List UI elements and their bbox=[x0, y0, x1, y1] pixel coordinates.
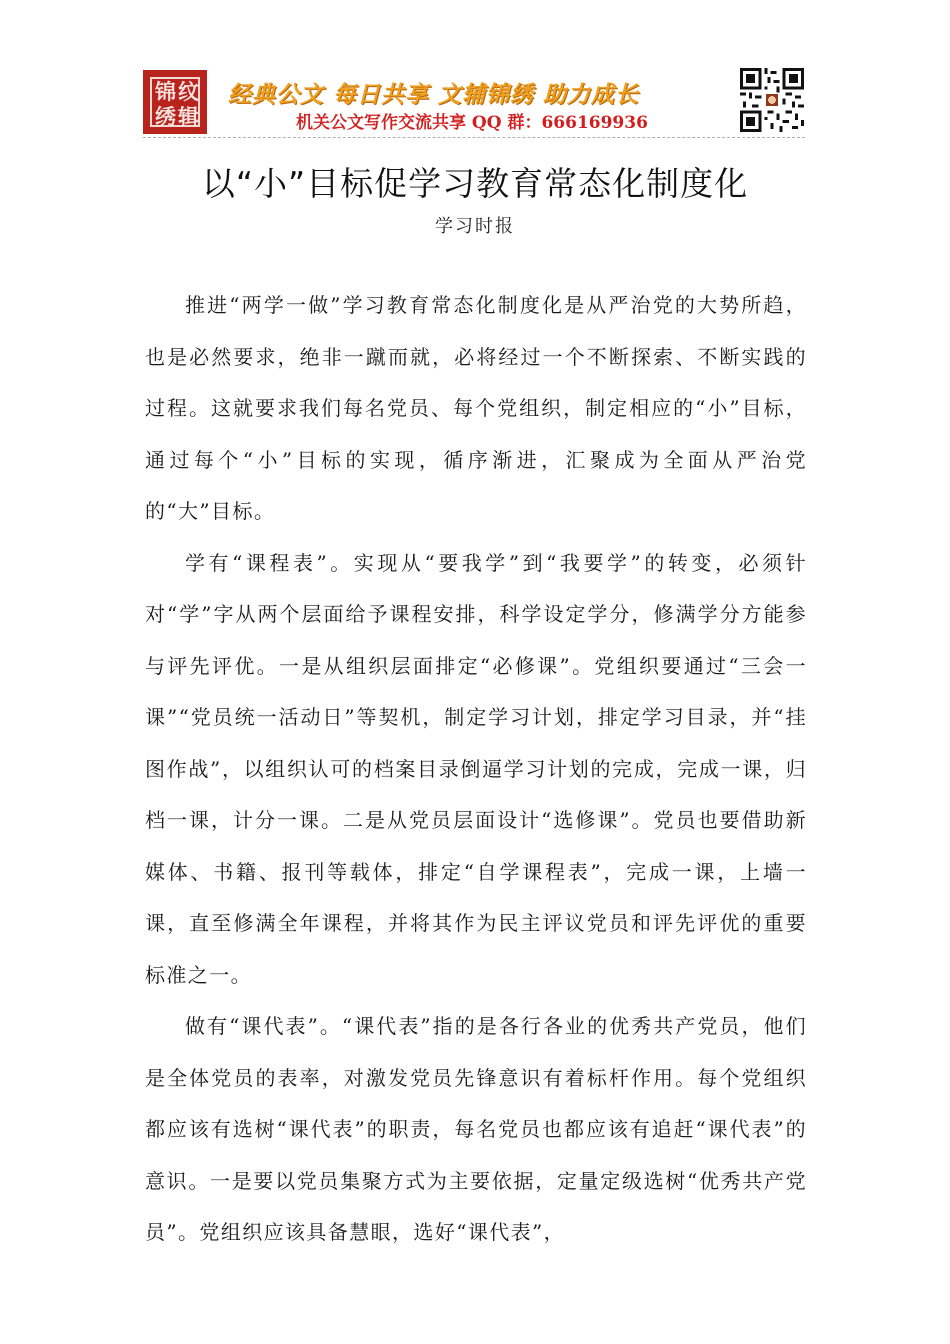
seal-char: 锦 bbox=[155, 79, 176, 104]
seal-char: 辑 bbox=[178, 104, 199, 129]
seal-logo bbox=[143, 70, 207, 134]
article-body bbox=[145, 280, 807, 1259]
header-slogan: 经典公文 每日共享 文辅锦绣 助力成长 bbox=[228, 82, 640, 108]
page-header bbox=[0, 0, 950, 140]
paragraph: 做有“课代表”。“课代表”指的是各行各业的优秀共产党员，他们是全体党员的表率，对激发党员先锋意识有着标杆作用。每个党组织都应该有选树“课代表”的职责，每名党员也都应该有追赶“课代表”的意识。一是要以党员集聚方式为主要依据，定量定级选树“优秀共产党员”。党组织应该具备慧眼，选好“课代表”， bbox=[145, 1014, 807, 1244]
seal-char: 纹 bbox=[178, 79, 199, 104]
paragraph: 推进“两学一做”学习教育常态化制度化是从严治党的大势所趋，也是必然要求，绝非一蹴而就，必将经过一个不断探索、不断实践的过程。这就要求我们每名党员、每个党组织，制定相应的“小”目标，通过每个“小”目标的实现，循序渐进，汇聚成为全面从严治党的“大”目标。 bbox=[145, 293, 807, 523]
article-source: 学习时报 bbox=[435, 216, 515, 237]
seal-char: 绣 bbox=[155, 104, 176, 129]
header-divider bbox=[143, 137, 805, 138]
qr-code-icon bbox=[740, 68, 804, 132]
paragraph: 学有“课程表”。实现从“要我学”到“我要学”的转变，必须针对“学”字从两个层面给予课程安排，科学设定学分，修满学分方能参与评先评优。一是从组织层面排定“必修课”。党组织要通过“三会一课”“党员统一活动日”等契机，制定学习计划，排定学习目录，并“挂图作战”，以组织认可的档案目录倒逼学习计划的完成，完成一课，归档一课，计分一课。二是从党员层面设计“选修课”。党员也要借助新媒体、书籍、报刊等载体，排定“自学课程表”，完成一课，上墙一课，直至修满全年课程，并将其作为民主评议党员和评先评优的重要标准之一。 bbox=[145, 550, 807, 987]
qq-group-line: 机关公文写作交流共享 QQ 群：666169936 bbox=[296, 113, 648, 133]
article-title: 以“小”目标促学习教育常态化制度化 bbox=[201, 164, 749, 203]
